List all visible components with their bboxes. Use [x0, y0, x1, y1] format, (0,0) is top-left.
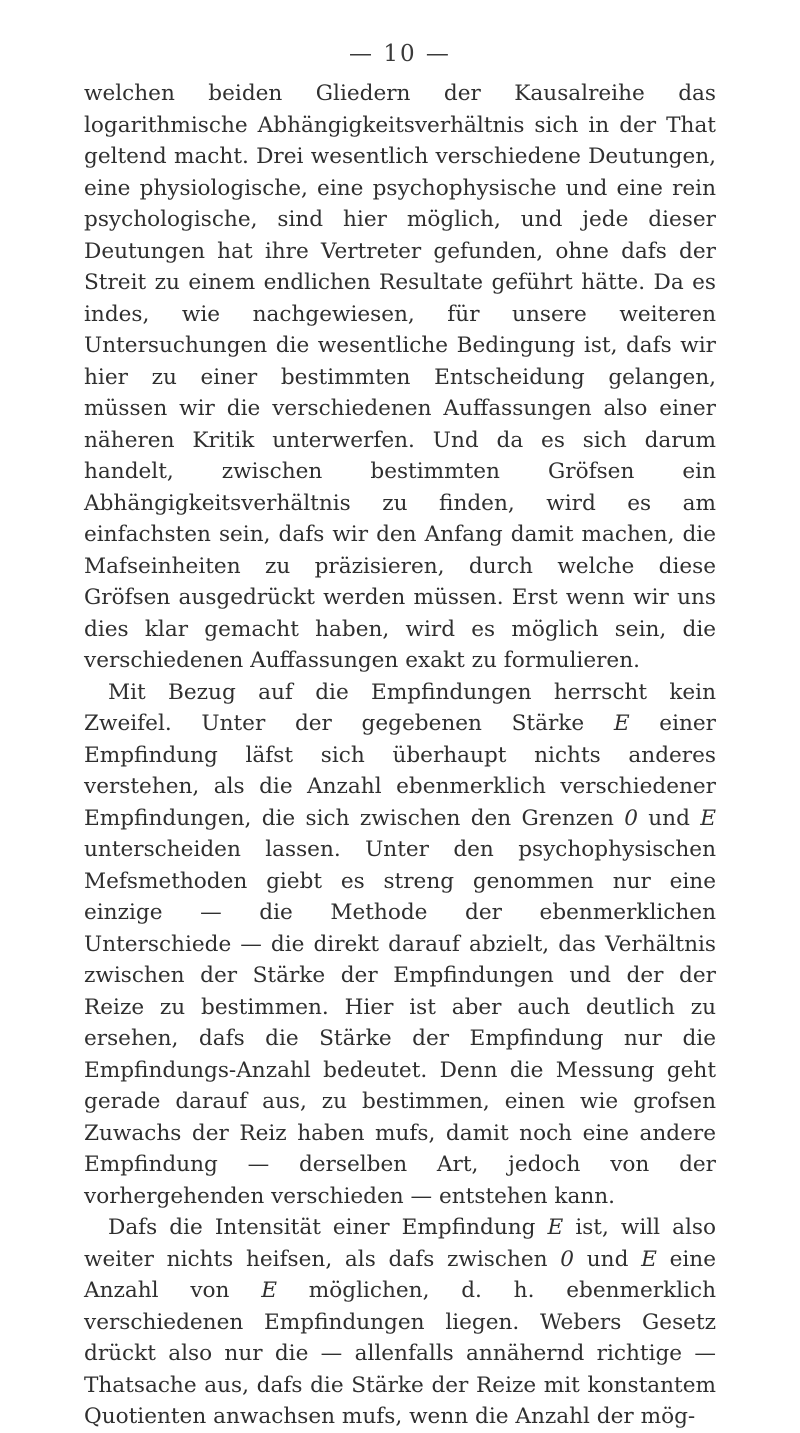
text-run: Mit Bezug auf die Empfindungen herrscht kein Zweifel. Unter der gegebenen Stärke: [84, 679, 716, 736]
book-page: [84, 30, 716, 1433]
math-symbol: E: [613, 711, 630, 736]
page-number: — 10 —: [349, 41, 451, 67]
text-run: Dafs die Intensität einer Empfindung: [108, 1215, 548, 1240]
paragraph: [84, 677, 716, 1213]
paragraph: [84, 78, 716, 677]
text-run: und: [574, 1246, 642, 1272]
math-symbol: 0: [560, 1246, 575, 1272]
body-text: [84, 78, 716, 1433]
text-run: welchen beiden Gliedern der Kausalreihe das logarithmische Abhängigkeitsverhältnis sich in der That geltend macht. Drei wesentlich verschiedene Deutungen, eine physiologische, eine psychophysische und eine rein psychologische, sind hier möglich, und jede dieser Deutungen hat ihre Vertreter gefunden, ohne dafs der Streit zu einem endlichen Resultate geführt hätte. Da es indes, wie nachgewiesen, für unsere weiteren Untersuchungen die wesentliche Bedingung ist, dafs wir hier zu einer bestimmten Entscheidung gelangen, müssen wir die verschiedenen Auffassungen also einer näheren Kritik unterwerfen. Und da es sich darum handelt, zwischen bestimmten Gröfsen ein Abhängigkeitsverhältnis zu finden, wird es am einfachsten sein, dafs wir den Anfang damit machen, die Mafseinheiten zu präzisieren, durch welche diese Gröfsen ausgedrückt werden müssen. Erst wenn wir uns dies klar gemacht haben, wird es möglich sein, die verschiedenen Auffassungen exakt zu formulieren.: [84, 81, 716, 673]
math-symbol: E: [700, 805, 716, 831]
math-symbol: E: [641, 1246, 657, 1272]
math-symbol: E: [261, 1278, 277, 1303]
text-run: ist, will also weiter nichts heifsen, als dafs zwischen: [84, 1215, 716, 1272]
paragraph: [84, 1212, 716, 1433]
math-symbol: 0: [624, 805, 638, 831]
text-run: unterscheiden lassen. Unter den psychophysischen Mefsmethoden giebt es streng genommen nur eine einzige — die Methode der ebenmerklichen Unterschiede — die direkt darauf abzielt, das Verhältnis zwischen der Stärke der Empfindungen und der der Reize zu bestimmen. Hier ist aber auch deutlich zu ersehen, dafs die Stärke der Empfindung nur die Empfindungs-Anzahl bedeutet. Denn die Messung geht gerade darauf aus, zu bestimmen, einen wie grofsen Zuwachs der Reiz haben mufs, damit noch eine andere Empfindung — derselben Art, jedoch von der vorhergehenden verschieden — entstehen kann.: [84, 837, 716, 1209]
text-run: eine Anzahl von: [84, 1246, 716, 1303]
text-run: und: [637, 805, 701, 831]
text-run: einer Empfindung läfst sich überhaupt nichts anderes verstehen, als die Anzahl ebenmerklich verschiedener Empfindungen, die sich zwischen den Grenzen: [84, 711, 716, 831]
math-symbol: E: [547, 1215, 564, 1240]
text-run: möglichen, d. h. ebenmerklich verschiedenen Empfindungen liegen. Webers Gesetz drückt also nur die — allenfalls annähernd richtige — Thatsache aus, dafs die Stärke der Reize mit konstantem Quotienten anwachsen mufs, wenn die Anzahl der mög-: [84, 1278, 716, 1429]
